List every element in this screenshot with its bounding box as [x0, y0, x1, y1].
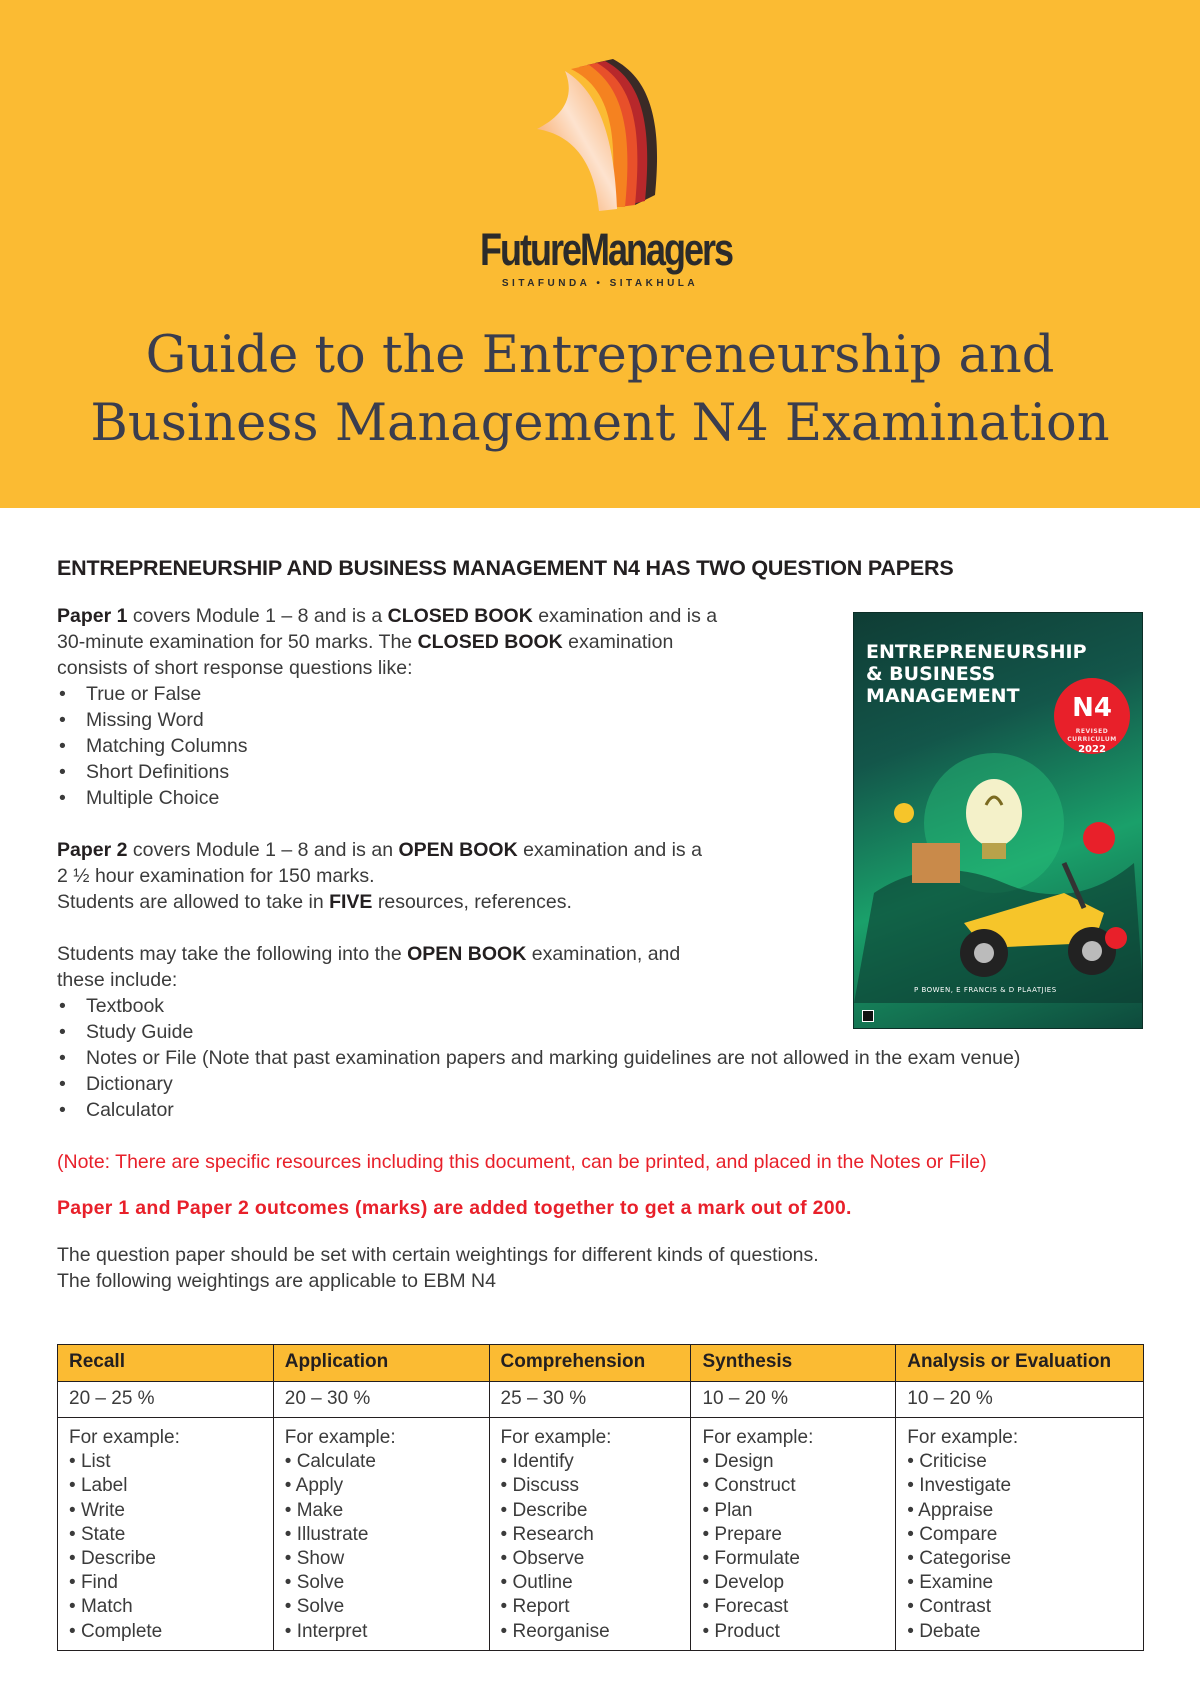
table-cell-examples: [489, 1418, 691, 1651]
scooter-lightbulb-illustration-icon: [854, 743, 1143, 1003]
list-item: • Solve: [285, 1571, 478, 1595]
table-cell-examples: [273, 1418, 489, 1651]
list-item: • Label: [69, 1474, 262, 1498]
list-item: • Describe: [69, 1547, 262, 1571]
weighting-intro-line2: The following weightings are applicable to EBM N4: [57, 1270, 496, 1292]
table-cell-examples: [58, 1418, 274, 1651]
table-row-percentages: [58, 1382, 1144, 1418]
list-item: • Multiple Choice: [57, 785, 1157, 811]
book-badge-year: 2022: [1078, 744, 1106, 755]
book-cover-title-line: ENTREPRENEURSHIP: [866, 641, 1087, 663]
list-item: • Design: [702, 1450, 884, 1474]
table-cell-examples: [896, 1418, 1144, 1651]
list-item: • Examine: [907, 1571, 1132, 1595]
list-item: • Interpret: [285, 1620, 478, 1644]
book-cover-title-line: & BUSINESS: [866, 663, 996, 685]
list-item: • Construct: [702, 1474, 884, 1498]
list-item: • Appraise: [907, 1499, 1132, 1523]
list-item: • Research: [501, 1523, 680, 1547]
book-authors: P BOWEN, E FRANCIS & D PLAATJIES: [914, 986, 1057, 994]
list-item: • Criticise: [907, 1450, 1132, 1474]
list-item: • Develop: [702, 1571, 884, 1595]
table-header-cell: Synthesis: [691, 1345, 896, 1382]
table-cell-percentage: 10 – 20 %: [896, 1382, 1144, 1418]
paper1-text: covers Module 1 – 8 and is a: [127, 605, 388, 627]
list-item: • True or False: [57, 681, 1157, 707]
list-item: • Solve: [285, 1595, 478, 1619]
list-item: • Formulate: [702, 1547, 884, 1571]
example-list: [285, 1450, 478, 1644]
list-item: • Apply: [285, 1474, 478, 1498]
weighting-intro: [57, 1242, 1157, 1294]
table-header-cell: Application: [273, 1345, 489, 1382]
list-item: • Textbook: [57, 993, 1157, 1019]
list-item: • Product: [702, 1620, 884, 1644]
paper2-text: resources, references.: [372, 891, 572, 913]
list-item: • Debate: [907, 1620, 1132, 1644]
list-item: • Calculator: [57, 1097, 1157, 1123]
page-title: [0, 322, 1200, 458]
list-item: • Plan: [702, 1499, 884, 1523]
list-item: • Forecast: [702, 1595, 884, 1619]
section-heading: ENTREPRENEURSHIP AND BUSINESS MANAGEMENT N4 HAS TWO QUESTION PAPERS: [57, 556, 954, 580]
list-item: • Identify: [501, 1450, 680, 1474]
table-cell-percentage: 20 – 30 %: [273, 1382, 489, 1418]
example-label: For example:: [69, 1427, 180, 1448]
example-label: For example:: [284, 1427, 396, 1448]
header-banner: [0, 0, 1200, 508]
paper2-text: examination and is a: [517, 839, 702, 861]
example-list: [69, 1450, 262, 1644]
table-header-cell: Analysis or Evaluation: [896, 1345, 1144, 1382]
table-cell-percentage: 25 – 30 %: [489, 1382, 691, 1418]
open-book-emphasis: OPEN BOOK: [407, 943, 527, 965]
example-list: [501, 1450, 680, 1644]
list-item: • Discuss: [501, 1474, 680, 1498]
list-item: • Study Guide: [57, 1019, 1157, 1045]
list-item: • Prepare: [702, 1523, 884, 1547]
list-item: • Dictionary: [57, 1071, 1157, 1097]
list-item: • Short Definitions: [57, 759, 1157, 785]
five-emphasis: FIVE: [329, 891, 373, 913]
openbook-text: examination, and: [526, 943, 681, 965]
list-item: • Reorganise: [501, 1620, 680, 1644]
example-list: [702, 1450, 884, 1644]
paper2-text: covers Module 1 – 8 and is an: [127, 839, 399, 861]
table-cell-examples: [691, 1418, 896, 1651]
list-item: • Outline: [501, 1571, 680, 1595]
paper1-label: Paper 1: [57, 605, 128, 627]
list-item: • Observe: [501, 1547, 680, 1571]
list-item: • Find: [69, 1571, 262, 1595]
paper2-label: Paper 2: [57, 839, 128, 861]
weighting-intro-line1: The question paper should be set with certain weightings for different kinds of questions.: [57, 1244, 819, 1266]
table-row-examples: [58, 1418, 1144, 1651]
list-item: • Complete: [69, 1620, 262, 1644]
example-label: For example:: [907, 1427, 1019, 1448]
list-item: • State: [69, 1523, 262, 1547]
list-item: • Make: [285, 1499, 478, 1523]
list-item: • Report: [501, 1595, 680, 1619]
list-item: • Illustrate: [285, 1523, 478, 1547]
resources-note: (Note: There are specific resources including this document, can be printed, and placed in the Notes or File): [57, 1151, 987, 1173]
open-book-emphasis: OPEN BOOK: [398, 839, 518, 861]
page-title-line1: Guide to the Entrepreneurship and: [145, 326, 1055, 385]
list-item: • Notes or File (Note that past examination papers and marking guidelines are not allowed in the exam venue): [57, 1045, 1157, 1071]
closed-book-emphasis: CLOSED BOOK: [387, 605, 533, 627]
list-item: • List: [69, 1450, 262, 1474]
paper2-line2: 2 ½ hour examination for 150 marks.: [57, 865, 375, 887]
list-item: • Write: [69, 1499, 262, 1523]
list-item: • Missing Word: [57, 707, 1157, 733]
brand-tagline: SITAFUNDA • SITAKHULA: [501, 278, 699, 289]
example-list: [907, 1450, 1132, 1644]
book-badge-revised: REVISED CURRICULUM: [1067, 728, 1117, 743]
list-item: • Investigate: [907, 1474, 1132, 1498]
table-header-cell: Recall: [58, 1345, 274, 1382]
closed-book-emphasis: CLOSED BOOK: [417, 631, 563, 653]
list-item: • Show: [285, 1547, 478, 1571]
brand-name: FutureManagers: [480, 223, 733, 275]
openbook-text: Students may take the following into the: [57, 943, 408, 965]
brand-logo: [480, 223, 733, 289]
example-label: For example:: [702, 1427, 814, 1448]
list-item: • Calculate: [285, 1450, 478, 1474]
list-item: • Matching Columns: [57, 733, 1157, 759]
paper1-line3: consists of short response questions like:: [57, 657, 413, 679]
table-cell-percentage: 20 – 25 %: [58, 1382, 274, 1418]
book-cover-title-line: MANAGEMENT: [866, 685, 1020, 707]
paper1-text: examination: [562, 631, 674, 653]
paper1-text: examination and is a: [532, 605, 718, 627]
paper2-text: Students are allowed to take in: [57, 891, 330, 913]
publisher-logo-icon: [862, 1010, 874, 1022]
paper1-text: 30-minute examination for 50 marks. The: [57, 631, 418, 653]
table-header-cell: Comprehension: [489, 1345, 691, 1382]
page-title-line2: Business Management N4 Examination: [90, 394, 1110, 453]
page-swoosh-logo-icon: [535, 55, 685, 215]
textbook-cover-image: [853, 612, 1143, 1029]
weightings-table: [57, 1344, 1144, 1651]
table-header-row: [58, 1345, 1144, 1382]
list-item: • Match: [69, 1595, 262, 1619]
example-label: For example:: [500, 1427, 612, 1448]
list-item: • Compare: [907, 1523, 1132, 1547]
list-item: • Categorise: [907, 1547, 1132, 1571]
openbook-line2: these include:: [57, 969, 178, 991]
list-item: • Contrast: [907, 1595, 1132, 1619]
book-badge-level: N4: [1072, 693, 1112, 723]
list-item: • Describe: [501, 1499, 680, 1523]
table-cell-percentage: 10 – 20 %: [691, 1382, 896, 1418]
outcome-statement: Paper 1 and Paper 2 outcomes (marks) are added together to get a mark out of 200.: [57, 1197, 852, 1219]
